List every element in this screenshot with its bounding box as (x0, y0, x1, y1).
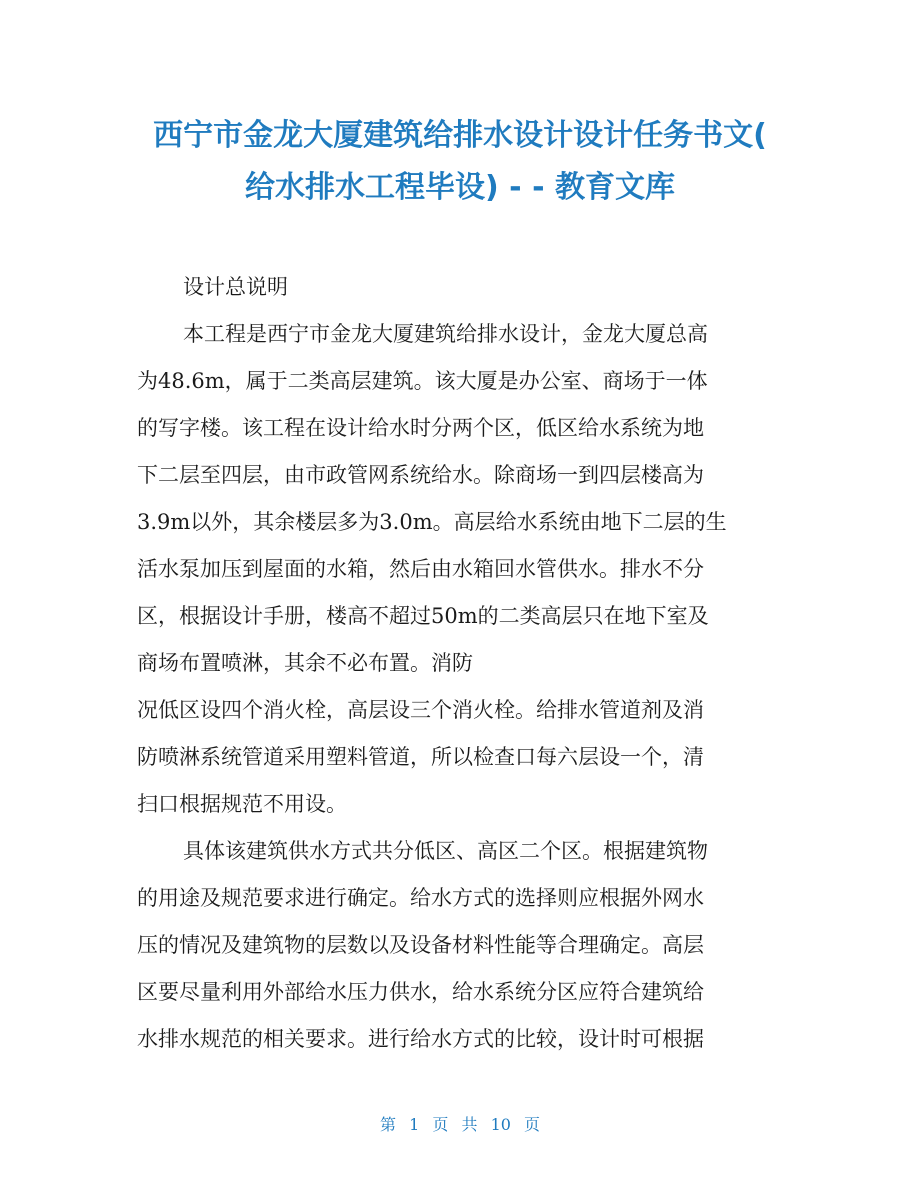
body-line: 为48.6m，属于二类高层建筑。该大厦是办公室、商场于一体 (137, 369, 708, 393)
footer-total-word: 共 (461, 1115, 478, 1134)
body-line: 商场布置喷淋，其余不必布置。消防 (137, 651, 473, 675)
document-title-line-1: 西宁市金龙大厦建筑给排水设计设计任务书文( (153, 118, 767, 153)
body-line: 的用途及规范要求进行确定。给水方式的选择则应根据外网水 (137, 886, 704, 910)
body-line: 区要尽量利用外部给水压力供水，给水系统分区应符合建筑给 (137, 980, 704, 1004)
body-line: 压的情况及建筑物的层数以及设备材料性能等合理确定。高层 (137, 933, 704, 957)
body-line: 具体该建筑供水方式共分低区、高区二个区。根据建筑物 (183, 839, 708, 863)
body-line: 扫口根据规范不用设。 (137, 792, 347, 816)
document-body (137, 264, 787, 1063)
footer-current-page: 1 (409, 1115, 420, 1134)
body-line: 本工程是西宁市金龙大厦建筑给排水设计，金龙大厦总高 (183, 322, 708, 346)
footer-suffix: 页 (524, 1115, 541, 1134)
body-line: 的写字楼。该工程在设计给水时分两个区，低区给水系统为地 (137, 416, 704, 440)
page-footer (0, 1112, 920, 1135)
footer-page-word: 页 (432, 1115, 449, 1134)
body-line: 3.9m以外，其余楼层多为3.0m。高层给水系统由地下二层的生 (137, 510, 727, 534)
footer-prefix: 第 (379, 1115, 396, 1134)
footer-total-pages: 10 (490, 1115, 511, 1134)
body-line: 活水泵加压到屋面的水箱，然后由水箱回水管供水。排水不分 (137, 557, 704, 581)
body-line: 区，根据设计手册，楼高不超过50m的二类高层只在地下室及 (137, 604, 709, 628)
body-line: 况低区设四个消火栓，高层设三个消火栓。给排水管道剂及消 (137, 698, 704, 722)
section-heading: 设计总说明 (183, 275, 288, 299)
body-line: 下二层至四层，由市政管网系统给水。除商场一到四层楼高为 (137, 463, 704, 487)
body-line: 防喷淋系统管道采用塑料管道，所以检查口每六层设一个，清 (137, 745, 704, 769)
document-title-line-2: 给水排水工程毕设) - - 教育文库 (245, 170, 675, 205)
body-line: 水排水规范的相关要求。进行给水方式的比较，设计时可根据 (137, 1027, 704, 1051)
